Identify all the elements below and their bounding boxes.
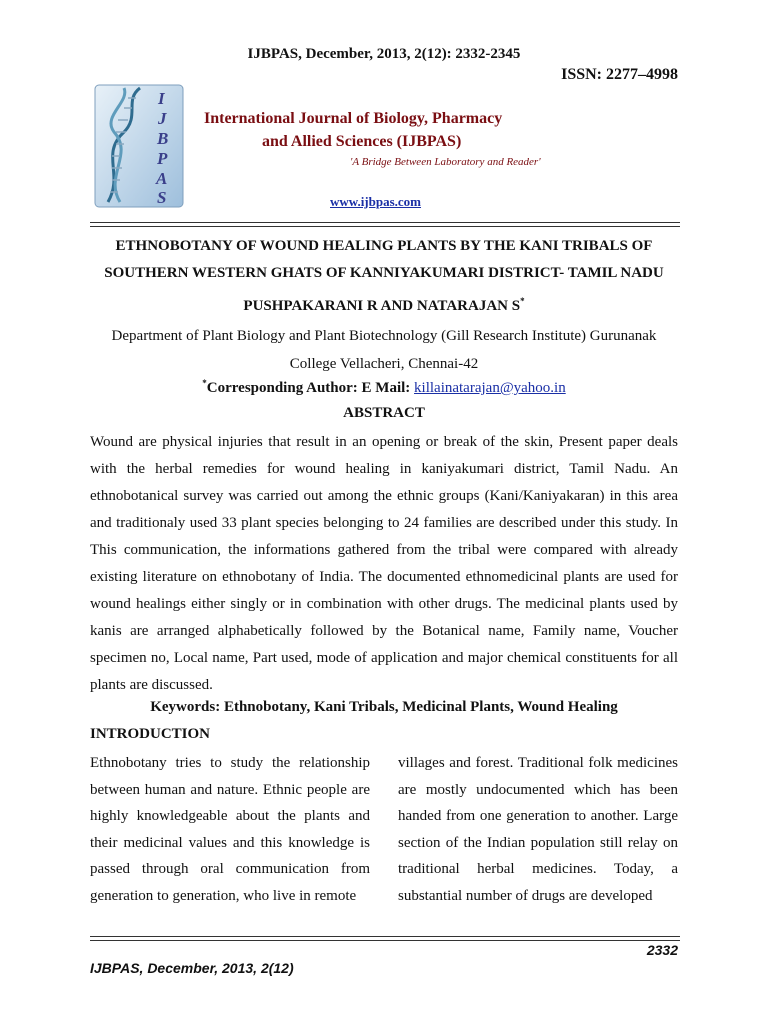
abstract-text: Wound are physical injuries that result in an opening or break of the skin, Present paper deals with the herbal remedies for wound healing in kaniyakumari district, Tamil Nadu. An ethnobotanical survey was carried out among the ethnic groups (Kani/Kaniyakaran) in this area and traditionaly used 33 plant species belonging to 24 families are described under this study. In This communication, the informations gathered from the tribal were compared with already existing literature on ethnobotany of India. The documented ethnomedicinal plants are used for wound healings either singly or in combination with other drugs. The medicinal plants used by kanis are arranged alphabetically followed by the Botanical name, Family name, Voucher specimen no, Local name, Part used, mode of application and major chemical constituents for all plants are discussed. [90, 434, 678, 693]
affiliation-line: Department of Plant Biology and Plant Biotechnology (Gill Research Institute) Gurunanak [111, 328, 657, 344]
introduction-left-column: Ethnobotany tries to study the relationship between human and nature. Ethnic people are highly knowledgeable about the plants and their medicinal values and this knowledge is passed through oral communication from generation to generation, who live in remote [90, 755, 370, 904]
corresp-email-link[interactable]: killainatarajan@yahoo.in [414, 380, 566, 396]
title-line: ETHNOBOTANY OF WOUND HEALING PLANTS BY THE KANI TRIBALS OF [115, 238, 653, 254]
keywords: Keywords: Ethnobotany, Kani Tribals, Medicinal Plants, Wound Healing [150, 699, 618, 715]
dna-helix-icon [94, 84, 184, 208]
introduction-right-column: villages and forest. Traditional folk medicines are mostly undocumented which has been handed from one generation to another. Large section of the Indian population still relay on traditional herbal medicines. Today, a substantial number of drugs are developed [398, 755, 678, 904]
corresp-label: Corresponding Author: E Mail: [206, 380, 415, 396]
journal-tagline: 'A Bridge Between Laboratory and Reader' [350, 156, 541, 168]
footer-divider [90, 940, 680, 941]
logo-letter: I [158, 89, 165, 108]
author-names: PUSHPAKARANI R AND NATARAJAN S [243, 298, 521, 314]
introduction-heading: INTRODUCTION [90, 726, 211, 742]
journal-name: International Journal of Biology, Pharmacy [204, 110, 503, 127]
logo-letter: A [156, 169, 168, 188]
corresp-mark: * [202, 378, 207, 388]
logo-letter: B [157, 129, 169, 148]
affiliation-line: College Vellacheri, Chennai-42 [289, 356, 479, 372]
affiliation [80, 322, 688, 378]
footer-divider [90, 936, 680, 937]
authors [0, 296, 768, 315]
journal-website-link[interactable]: www.ijbpas.com [330, 194, 422, 209]
logo-letter: P [157, 149, 168, 168]
logo-letter: S [157, 188, 167, 207]
header-divider [90, 222, 680, 223]
journal-reference: IJBPAS, December, 2013, 2(12): 2332-2345 [247, 46, 521, 62]
journal-logo [94, 84, 184, 208]
header-divider [90, 226, 680, 227]
abstract-heading: ABSTRACT [343, 405, 425, 421]
title-line: SOUTHERN WESTERN GHATS OF KANNIYAKUMARI DISTRICT- TAMIL NADU [104, 265, 664, 281]
logo-letter: J [158, 109, 167, 128]
footer-journal-reference: IJBPAS, December, 2013, 2(12) [90, 960, 294, 976]
author-mark: * [520, 296, 525, 306]
journal-name-line-2: and Allied Sciences (IJBPAS) [262, 133, 462, 150]
paper-title [80, 233, 688, 287]
page-number: 2332 [646, 942, 678, 958]
corresponding-author [0, 378, 768, 397]
issn: ISSN: 2277–4998 [561, 66, 678, 83]
